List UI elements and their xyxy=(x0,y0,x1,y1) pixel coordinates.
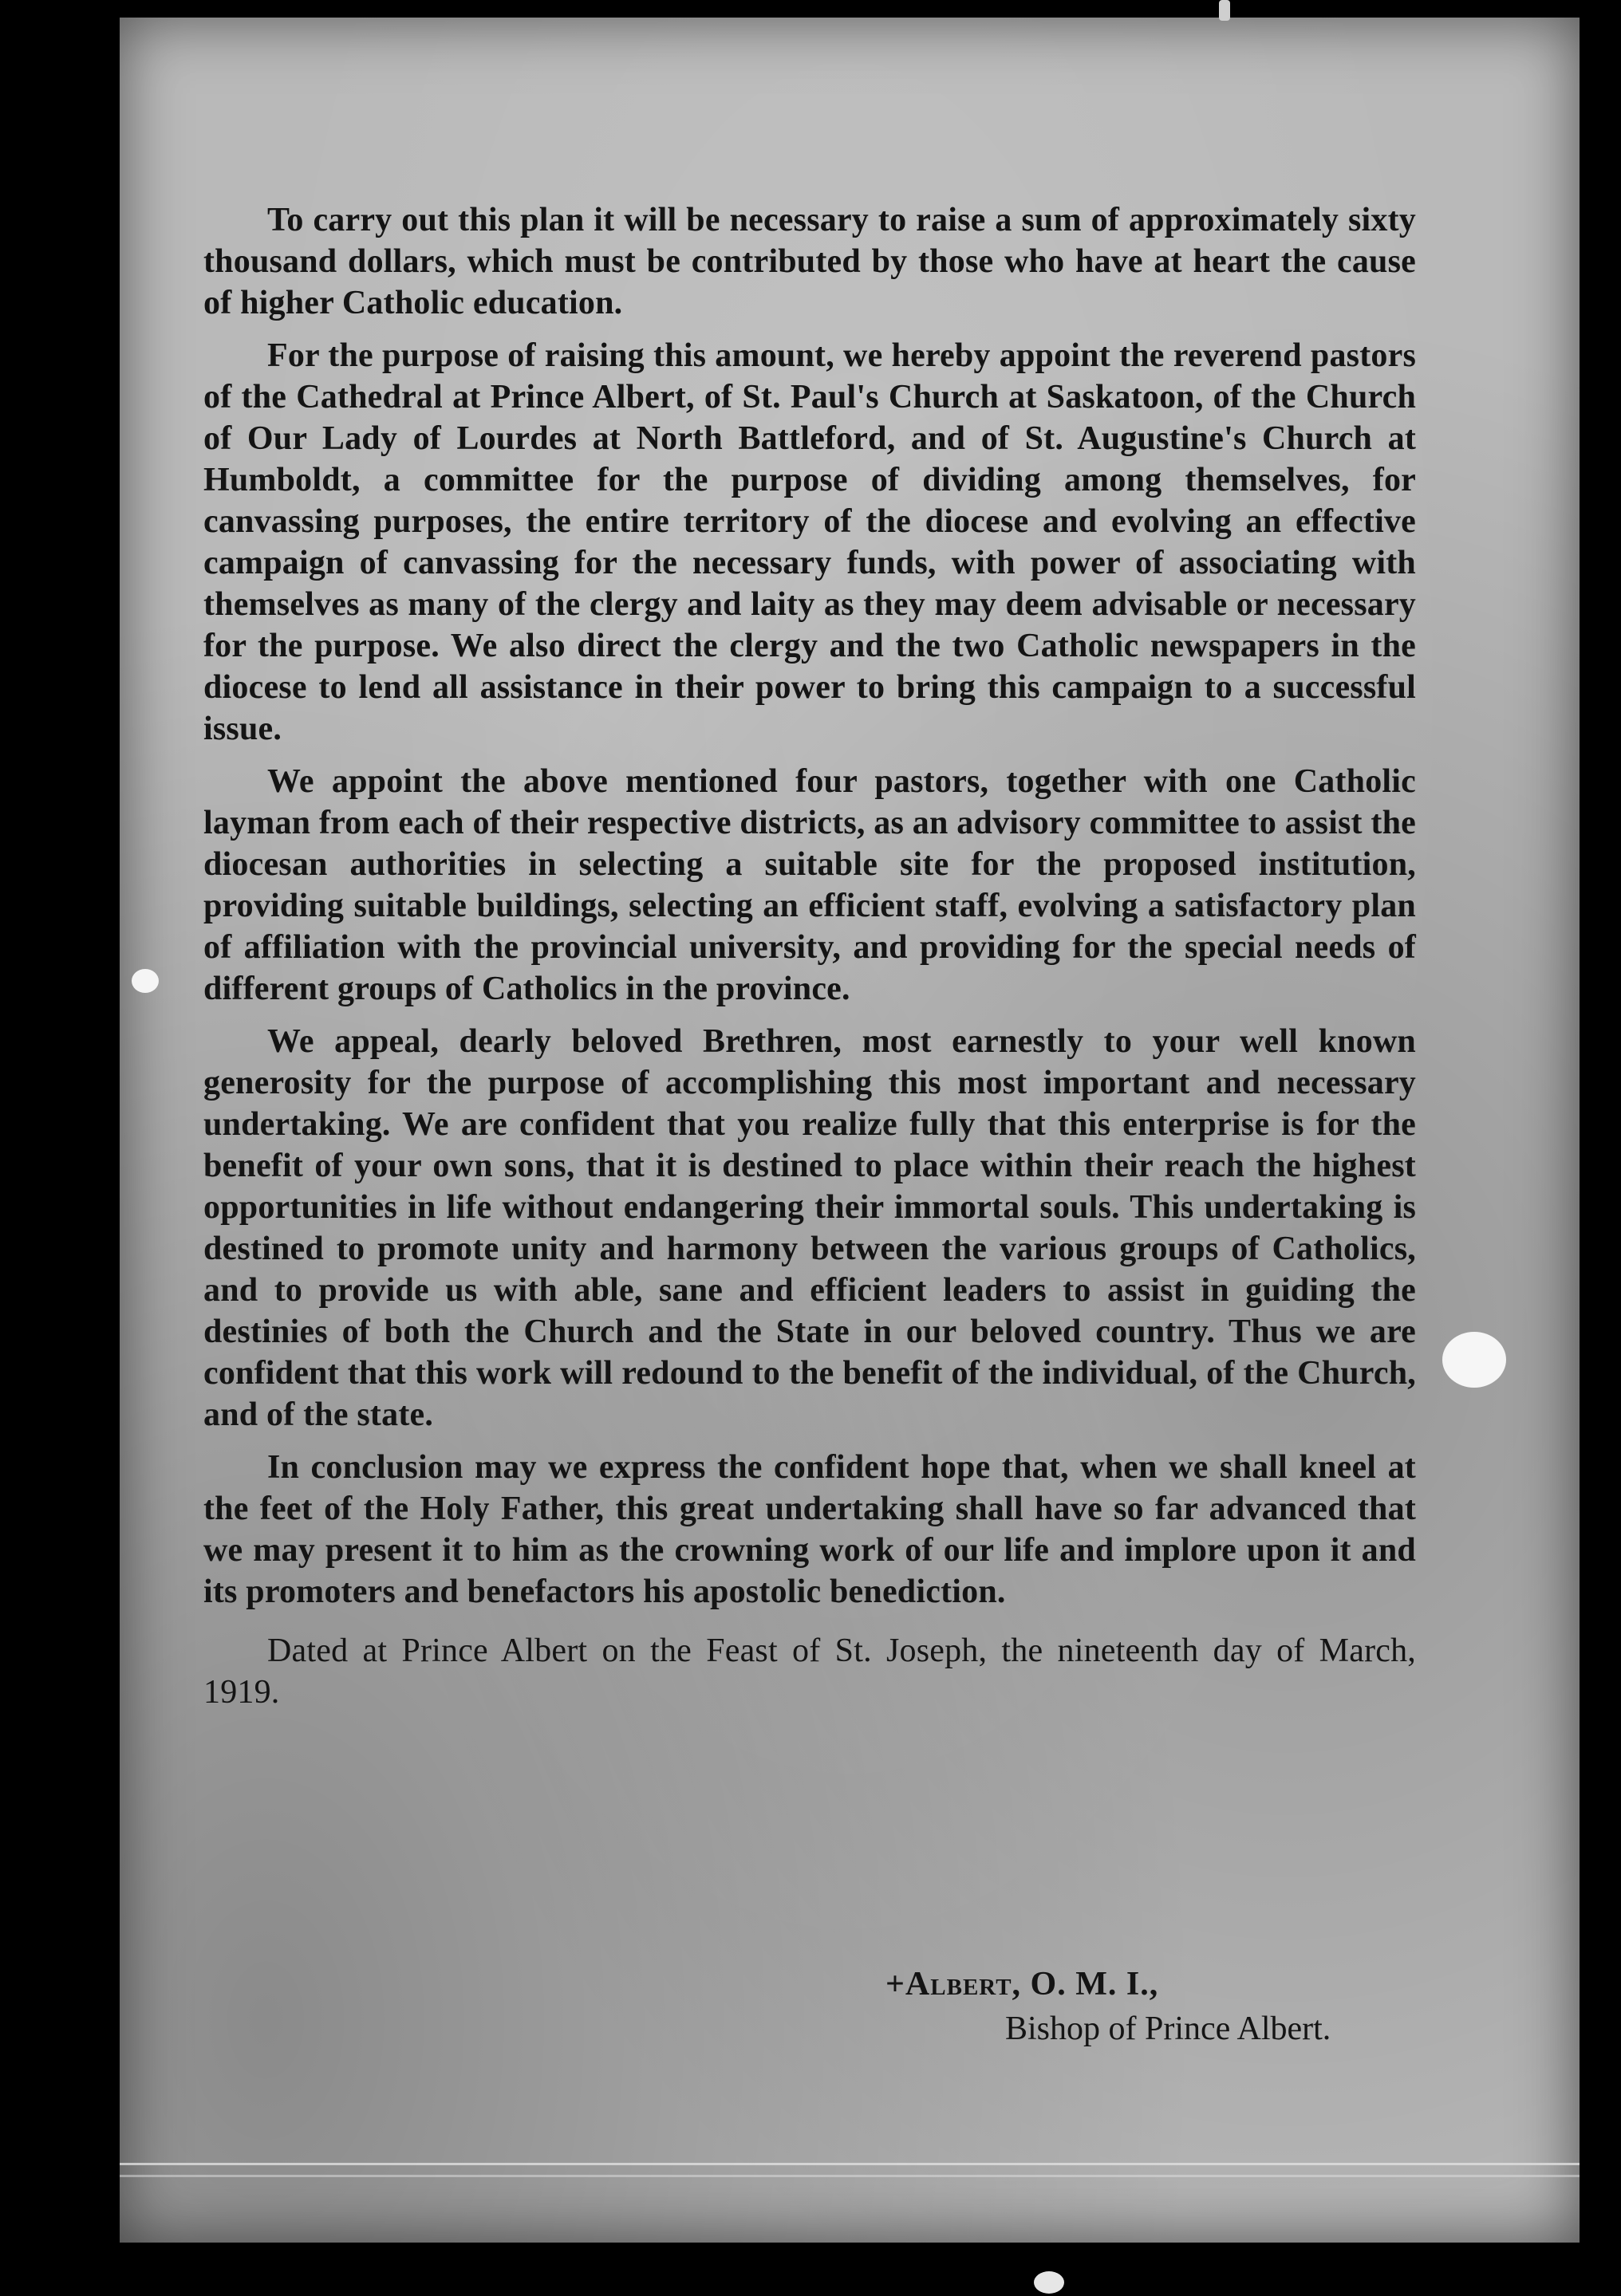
paragraph-committee-appointment: For the purpose of raising this amount, we hereby appoint the reverend pastors of the Cathedral at Prince Albert, of St. Paul's Church at Saskatoon, of the Church of Our Lady of Lourdes at North Battleford, and of St. Augustine's Church at Humboldt, a committee for the purpose of dividing among themselves, for canvassing purposes, the entire territory of the diocese and evolving an effective campaign of canvassing for the necessary funds, with power of associating with themselves as many of the clergy and laity as they may deem advisable or necessary for the purpose. We also direct the clergy and the two Catholic newspapers in the diocese to lend all assistance in their power to bring this campaign to a successful issue. xyxy=(203,337,1416,747)
dated-line: Dated at Prince Albert on the Feast of St. Joseph, the nineteenth day of March, 1919. xyxy=(203,1632,1416,1711)
paragraph-conclusion: In conclusion may we express the confident hope that, when we shall kneel at the feet of the Holy Father, this great undertaking shall have so far advanced that we may present it to him as the crowning work of our life and implore upon it and its promoters and benefactors his apostolic benediction. xyxy=(203,1449,1416,1610)
paragraph-fundraising-goal: To carry out this plan it will be necessary to raise a sum of approximately sixty thousand dollars, which must be contributed by those who have at heart the cause of higher Catholic education. xyxy=(203,202,1416,321)
fold-line xyxy=(120,2163,1580,2165)
paper-blemish xyxy=(1442,1332,1506,1388)
paper-blemish xyxy=(1034,2271,1064,2294)
paper-blemish xyxy=(132,969,159,993)
letter-body xyxy=(203,199,1416,1724)
paragraph-advisory-committee: We appoint the above mentioned four pastors, together with one Catholic layman from each of their respective districts, as an advisory committee to assist the diocesan authorities in selecting a suitable site for the proposed institution, providing suitable buildings, selecting an efficient staff, evolving a satisfactory plan of affiliation with the provincial university, and providing for the special needs of different groups of Catholics in the province. xyxy=(203,763,1416,1007)
signature-block xyxy=(885,1962,1331,2051)
paragraph-appeal: We appeal, dearly beloved Brethren, most earnestly to your well known generosity for the purpose of accomplishing this most important and necessary undertaking. We are confident that you realize fully that this enterprise is for the benefit of your own sons, that it is destined to place within their reach the highest opportunities in life without endangering their immortal souls. This undertaking is destined to promote unity and harmony between the various groups of Catholics, and to provide us with able, sane and efficient leaders to assist in guiding the destinies of both the Church and the State in our beloved country. Thus we are confident that this work will redound to the benefit of the individual, of the Church, and of the state. xyxy=(203,1023,1416,1433)
signature-title: Bishop of Prince Albert. xyxy=(1005,2010,1331,2047)
fold-line-secondary xyxy=(120,2175,1580,2177)
edge-mark xyxy=(1219,0,1230,21)
signature-name: +Albert, O. M. I., xyxy=(885,1966,1159,2003)
